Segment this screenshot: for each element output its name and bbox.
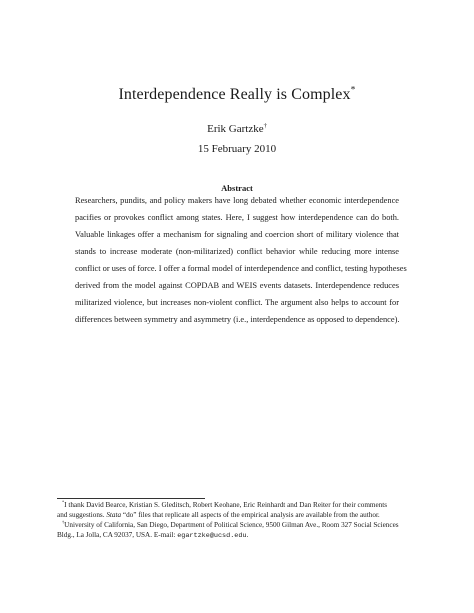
- footnote-1-stata: Stata: [106, 511, 122, 519]
- footnote-1-text: I thank David Bearce, Kristian S. Gleditsch, Robert Keohane, Eric Reinhardt and Dan Reiter for their comments: [64, 501, 388, 509]
- abstract-line: conflict or uses of force. I offer a formal model of interdependence and conflict, testing hypotheses: [75, 264, 407, 273]
- paper-date: 15 February 2010: [197, 143, 277, 155]
- abstract-line: Researchers, pundits, and policy makers have long debated whether economic interdependence: [75, 196, 399, 205]
- footnote-rule: [57, 498, 205, 499]
- footnote-2-text-2b: .: [246, 531, 249, 539]
- author-email: egartzke@ucsd.edu: [177, 532, 247, 540]
- footnote-2-line-1: [62, 521, 399, 529]
- abstract-line: militarized violence, but increases non-violent conflict. The argument also helps to account for: [75, 298, 399, 307]
- abstract-line: Valuable linkages offer a mechanism for signaling and coercion short of military violence that: [75, 230, 399, 239]
- footnote-2-line-2: [57, 531, 248, 540]
- footnote-1-text-2a: and suggestions.: [57, 511, 107, 519]
- author-footnote-mark: †: [263, 122, 267, 130]
- author-name: Erik Gartzke: [207, 123, 264, 135]
- abstract-line: differences between symmetry and asymmetry (i.e., interdependence as opposed to dependence).: [75, 315, 400, 324]
- paper-author: [0, 123, 474, 135]
- footnote-1-line-2: [57, 511, 380, 519]
- abstract-heading: Abstract: [221, 183, 253, 193]
- paper-title: [0, 86, 474, 104]
- footnote-2-text: University of California, San Diego, Department of Political Science, 9500 Gilman Ave., Room 327 Social Sciences: [64, 521, 399, 529]
- footnote-1-mark: *: [62, 499, 65, 505]
- footnote-1-line-1: [62, 501, 387, 509]
- title-footnote-mark: *: [350, 84, 356, 96]
- footnote-1-text-2b: “do” files that replicate all aspects of the empirical analysis are available from the author.: [121, 511, 380, 519]
- footnote-2-text-2a: Bldg., La Jolla, CA 92037, USA. E-mail:: [57, 531, 178, 539]
- abstract-line: stands to increase moderate (non-militarized) conflict behavior while reducing more intense: [75, 247, 399, 256]
- paper-title-text: Interdependence Really is Complex: [118, 86, 351, 103]
- abstract-line: pacifies or provokes conflict among states. Here, I suggest how interdependence can do both.: [75, 213, 399, 222]
- footnote-2-mark: †: [62, 519, 65, 525]
- abstract-line: derived from the model against COPDAB and WEIS events datasets. Interdependence reduces: [75, 281, 399, 290]
